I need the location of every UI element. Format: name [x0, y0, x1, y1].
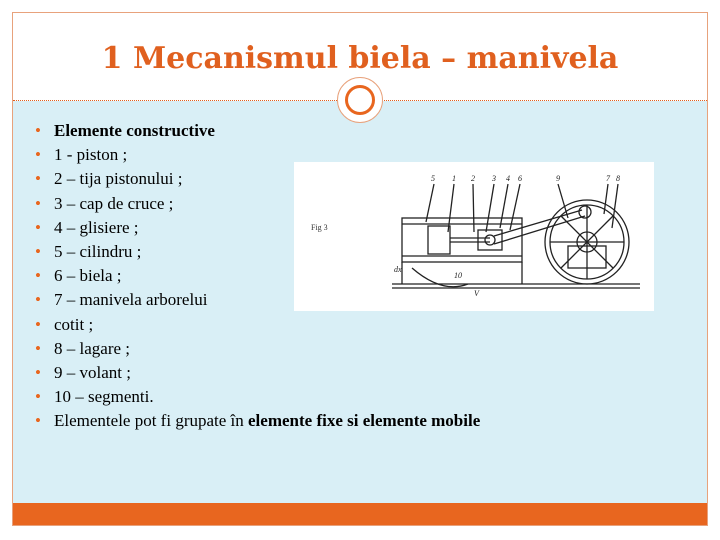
- footer-bar: [13, 503, 707, 525]
- list-item: • 9 – volant ;: [34, 361, 480, 385]
- list-item-summary: [34, 409, 480, 433]
- crank-mechanism-drawing: [382, 168, 644, 306]
- part-number-label: 6: [518, 174, 522, 183]
- list-item-heading: Elemente constructive: [54, 121, 215, 140]
- side-label: dx: [394, 265, 402, 274]
- divider-circle-inner: [345, 85, 375, 115]
- list-item: • cotit ;: [34, 313, 480, 337]
- inner-part-label: 10: [454, 271, 462, 280]
- divider-circle-icon: [337, 77, 383, 123]
- part-number-label: 4: [506, 174, 510, 183]
- list-item: [34, 119, 480, 143]
- figure-label: Fig 3: [311, 223, 328, 232]
- part-number-label: 3: [492, 174, 496, 183]
- list-item: • 8 – lagare ;: [34, 337, 480, 361]
- part-number-label: 5: [431, 174, 435, 183]
- part-number-label: 7: [606, 174, 610, 183]
- slide-title: 1 Mecanismul biela – manivela: [101, 41, 619, 76]
- part-number-label: 1: [452, 174, 456, 183]
- summary-prefix: Elementele pot fi grupate în: [54, 411, 249, 431]
- summary-bold: elemente fixe si elemente mobile: [248, 411, 481, 431]
- list-item: • 2 – tija pistonului ;: [34, 167, 480, 191]
- part-number-label: 2: [471, 174, 475, 183]
- list-item: • 4 – glisiere ;: [34, 216, 480, 240]
- list-item: • 3 – cap de cruce ;: [34, 192, 480, 216]
- part-number-label: 8: [616, 174, 620, 183]
- list-item: • 6 – biela ;: [34, 264, 480, 288]
- list-item: • 1 - piston ;: [34, 143, 480, 167]
- axis-label: V: [474, 289, 479, 298]
- part-number-label: 9: [556, 174, 560, 183]
- list-item: • 10 – segmenti.: [34, 385, 480, 409]
- list-item: • 7 – manivela arborelui: [34, 288, 480, 312]
- mechanism-figure: [294, 162, 654, 311]
- list-item: • 5 – cilindru ;: [34, 240, 480, 264]
